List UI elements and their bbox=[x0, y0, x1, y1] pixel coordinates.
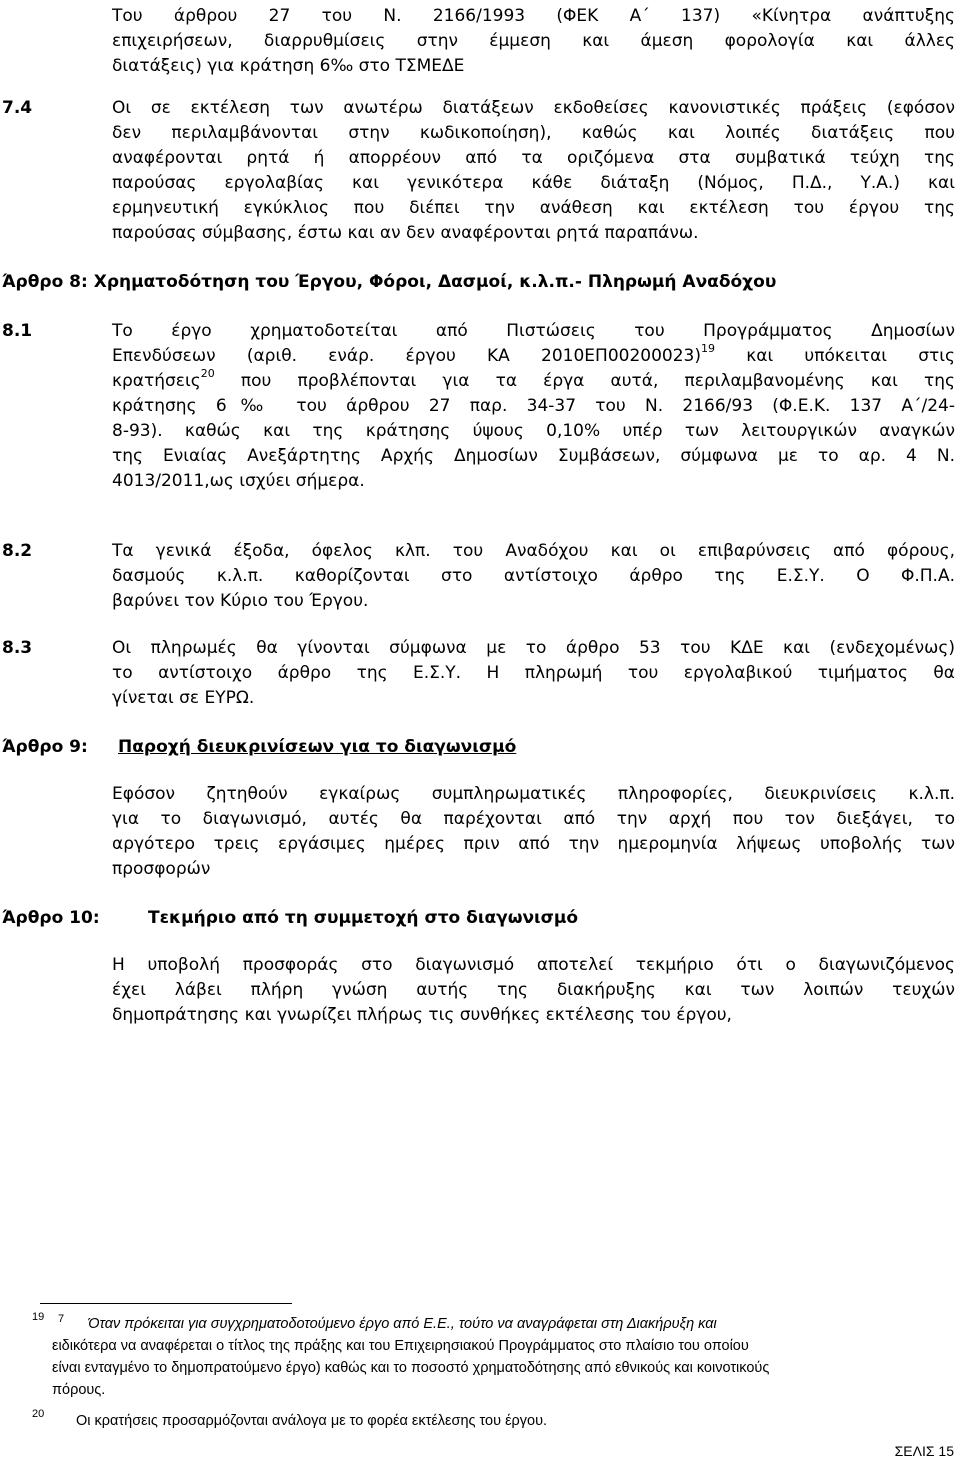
s8-1-line-3: κρατήσεις$^{20}$ που προβλέπονται για τα έργα αυτά, περιλαμβανομένης και της bbox=[112, 367, 956, 391]
s8-3-line-2: το αντίστοιχο άρθρο της Ε.Σ.Υ. Η πληρωμή του εργολαβικού τιμήματος θα bbox=[112, 663, 955, 683]
footnote-19-inner-number: 7 bbox=[58, 1313, 65, 1325]
footnote-19-line-1: Όταν πρόκειται για συγχρηματοδοτούμενο έργο από Ε.Ε., τούτο να αναγράφεται στη Διακήρυξη και bbox=[88, 1316, 717, 1332]
section-number-8-1: 8.1 bbox=[2, 321, 33, 341]
footnote-20-number: 20 bbox=[32, 1408, 45, 1420]
art9-line-1: Εφόσον ζητηθούν εγκαίρως συμπληρωματικές πληροφορίες, διευκρινίσεις κ.λ.π. bbox=[112, 784, 955, 804]
intro-line-2: επιχειρήσεων, διαρρυθμίσεις στην έμμεση και άμεση φορολογία και άλλες bbox=[112, 31, 955, 51]
footnote-separator bbox=[40, 1303, 292, 1304]
s8-2-line-2: δασμούς κ.λ.π. καθορίζονται στο αντίστοιχο άρθρο της Ε.Σ.Υ. Ο Φ.Π.Α. bbox=[112, 566, 955, 586]
s8-1-line-1: Το έργο χρηματοδοτείται από Πιστώσεις του Προγράμματος Δημοσίων bbox=[112, 321, 955, 341]
footnote-19-line-4: πόρους. bbox=[52, 1382, 106, 1398]
art9-line-3: αργότερο τρεις εργάσιμες ημέρες πριν από την ημερομηνία λήψεως υποβολής των bbox=[112, 834, 955, 854]
s8-1-line-5: 8-93). καθώς και της κράτησης ύψους 0,10% υπέρ των λειτουργικών αναγκών bbox=[112, 421, 955, 441]
s7-4-line-3: αναφέρονται ρητά ή απορρέουν από τα οριζόμενα στα συμβατικά τεύχη της bbox=[112, 148, 955, 168]
art10-line-2: έχει λάβει πλήρη γνώση αυτής της διακήρυξης και των λοιπών τευχών bbox=[112, 980, 955, 1000]
intro-line-3: διατάξεις) για κράτηση 6‰ στο ΤΣΜΕΔΕ bbox=[112, 56, 465, 76]
article-10-title: Τεκμήριο από τη συμμετοχή στο διαγωνισμό bbox=[148, 908, 579, 928]
article-10-label: Άρθρο 10: bbox=[2, 908, 100, 928]
article-9-label: Άρθρο 9: bbox=[2, 737, 88, 757]
section-number-8-3: 8.3 bbox=[2, 638, 33, 658]
footnote-19-line-2: ειδικότερα να αναφέρεται ο τίτλος της πράξης και του Επιχειρησιακού Προγράμματος στο πλαίσιο του οποίου bbox=[52, 1338, 749, 1354]
s7-4-line-4: παρούσας εργολαβίας και γενικότερα κάθε διάταξη (Νόμος, Π.Δ., Υ.Α.) και bbox=[112, 173, 955, 193]
s7-4-line-6: παρούσας σύμβασης, έστω και αν δεν αναφέρονται ρητά παραπάνω. bbox=[112, 223, 699, 243]
footnote-ref-19[interactable]: 19 bbox=[700, 342, 715, 356]
section-number-7-4: 7.4 bbox=[2, 98, 33, 118]
art10-line-1: Η υποβολή προσφοράς στο διαγωνισμό αποτελεί τεκμήριο ότι ο διαγωνιζόμενος bbox=[112, 955, 955, 975]
s7-4-line-5: ερμηνευτική εγκύκλιος που διέπει την ανάθεση και εκτέλεση του έργου της bbox=[112, 198, 955, 218]
section-number-8-2: 8.2 bbox=[2, 541, 33, 561]
s8-3-line-3: γίνεται σε ΕΥΡΩ. bbox=[112, 688, 255, 708]
s8-1-line-6: της Ενιαίας Ανεξάρτητης Αρχής Δημοσίων Συμβάσεων, σύμφωνα με το αρ. 4 Ν. bbox=[112, 446, 955, 466]
footnote-ref-20[interactable]: 20 bbox=[200, 367, 215, 381]
s8-2-line-3: βαρύνει τον Κύριο του Έργου. bbox=[112, 591, 369, 611]
intro-line-1: Του άρθρου 27 του Ν. 2166/1993 (ΦΕΚ Α΄ 137) «Κίνητρα ανάπτυξης bbox=[112, 6, 955, 26]
s7-4-line-1: Οι σε εκτέλεση των ανωτέρω διατάξεων εκδοθείσες κανονιστικές πράξεις (εφόσον bbox=[112, 98, 955, 118]
s8-1-line-4: κράτησης 6‰ του άρθρου 27 παρ. 34-37 του Ν. 2166/93 (Φ.Ε.Κ. 137 Α΄/24- bbox=[112, 396, 955, 416]
art9-line-2: για το διαγωνισμό, αυτές θα παρέχονται από την αρχή που τον διεξάγει, το bbox=[112, 809, 955, 829]
article-8-heading: Άρθρο 8: Χρηματοδότηση του Έργου, Φόροι, Δασμοί, κ.λ.π.- Πληρωμή Αναδόχου bbox=[2, 272, 777, 292]
s8-1-line-7: 4013/2011,ως ισχύει σήμερα. bbox=[112, 471, 365, 491]
page-number: ΣΕΛΙΣ 15 bbox=[894, 1443, 954, 1459]
footnote-20-line-1: Οι κρατήσεις προσαρμόζονται ανάλογα με το φορέα εκτέλεσης του έργου. bbox=[76, 1413, 548, 1429]
art9-line-4: προσφορών bbox=[112, 859, 211, 879]
s8-3-line-1: Οι πληρωμές θα γίνονται σύμφωνα με το άρθρο 53 του ΚΔΕ και (ενδεχομένως) bbox=[112, 638, 955, 658]
s8-1-line-2: Επενδύσεων (αριθ. ενάρ. έργου ΚΑ 2010ΕΠ00200023)$^{19}$ και υπόκειται στις bbox=[112, 342, 956, 366]
footnote-19-number: 19 bbox=[32, 1311, 45, 1323]
article-9-title: Παροχή διευκρινίσεων για το διαγωνισμό bbox=[118, 737, 517, 757]
s8-2-line-1: Τα γενικά έξοδα, όφελος κλπ. του Αναδόχου και οι επιβαρύνσεις από φόρους, bbox=[112, 541, 955, 561]
footnote-19-line-3: είναι ενταγμένο το δημοπρατούμενο έργο) καθώς και το ποσοστό χρηματοδότησης από εθνικούς και κοινοτικούς bbox=[52, 1360, 770, 1376]
art10-line-3: δημοπράτησης και γνωρίζει πλήρως τις συνθήκες εκτέλεσης του έργου, bbox=[112, 1005, 732, 1025]
s7-4-line-2: δεν περιλαμβάνονται στην κωδικοποίηση), καθώς και λοιπές διατάξεις που bbox=[112, 123, 955, 143]
